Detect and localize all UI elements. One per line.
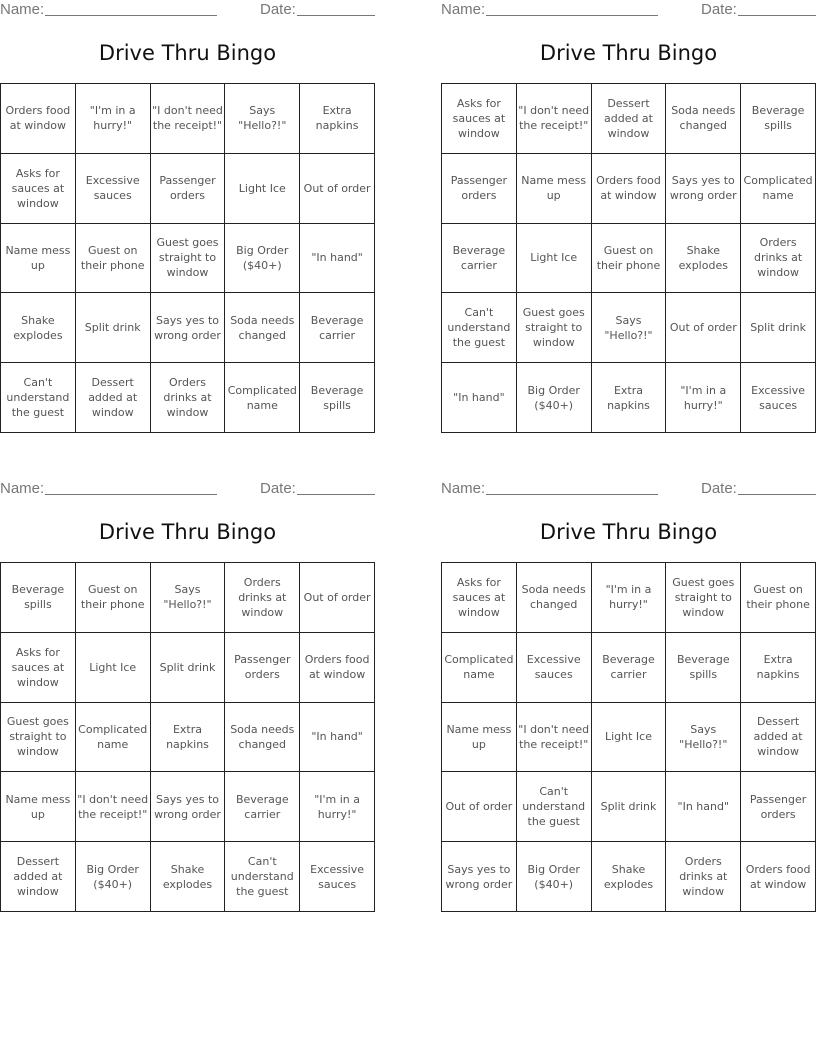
bingo-cell: "In hand"	[300, 703, 375, 773]
bingo-cell: Out of order	[300, 154, 375, 224]
bingo-cell: Passenger orders	[741, 772, 816, 842]
bingo-cell: Split drink	[151, 633, 226, 703]
bingo-cell: "I don't need the receipt!"	[517, 703, 592, 773]
bingo-grid	[441, 83, 816, 433]
bingo-cell: Excessive sauces	[300, 842, 375, 912]
name-date-header	[441, 1, 816, 21]
bingo-cell: Asks for sauces at window	[442, 84, 517, 154]
bingo-cell: Shake explodes	[151, 842, 226, 912]
date-field-line[interactable]	[738, 15, 816, 16]
bingo-cell: "I don't need the receipt!"	[151, 84, 226, 154]
name-label: Name:	[441, 1, 486, 18]
bingo-cell: Beverage spills	[300, 363, 375, 433]
date-label: Date:	[701, 1, 737, 18]
bingo-cell: Passenger orders	[442, 154, 517, 224]
bingo-cell: Guest goes straight to window	[151, 224, 226, 294]
bingo-cell: Out of order	[300, 563, 375, 633]
name-field-line[interactable]	[486, 15, 658, 16]
bingo-cell: Split drink	[592, 772, 667, 842]
name-date-header	[0, 480, 375, 500]
date-field-line[interactable]	[738, 494, 816, 495]
bingo-cell: Says "Hello?!"	[225, 84, 300, 154]
bingo-cell: Can't understand the guest	[1, 363, 76, 433]
bingo-cell: Orders drinks at window	[225, 563, 300, 633]
bingo-cell: Shake explodes	[666, 224, 741, 294]
bingo-card-1	[0, 0, 375, 440]
name-field-line[interactable]	[486, 494, 658, 495]
bingo-cell: Guest on their phone	[592, 224, 667, 294]
bingo-cell: Dessert added at window	[76, 363, 151, 433]
bingo-cell: Name mess up	[442, 703, 517, 773]
bingo-cell: Out of order	[666, 293, 741, 363]
bingo-cell: Name mess up	[1, 772, 76, 842]
bingo-grid	[0, 562, 375, 912]
bingo-cell: Name mess up	[517, 154, 592, 224]
bingo-cell: Soda needs changed	[225, 703, 300, 773]
name-label: Name:	[0, 480, 45, 497]
bingo-cell: Beverage carrier	[225, 772, 300, 842]
bingo-cell: Shake explodes	[1, 293, 76, 363]
bingo-cell: Guest goes straight to window	[517, 293, 592, 363]
bingo-cell: "I'm in a hurry!"	[300, 772, 375, 842]
bingo-cell: Extra napkins	[300, 84, 375, 154]
bingo-cell: Beverage spills	[741, 84, 816, 154]
bingo-cell: Complicated name	[741, 154, 816, 224]
bingo-grid	[441, 562, 816, 912]
bingo-cell: Excessive sauces	[517, 633, 592, 703]
card-title: Drive Thru Bingo	[539, 41, 718, 65]
bingo-cell: Beverage spills	[666, 633, 741, 703]
bingo-cell: Complicated name	[76, 703, 151, 773]
bingo-cell: Dessert added at window	[592, 84, 667, 154]
bingo-cell: Says yes to wrong order	[442, 842, 517, 912]
bingo-cell: Can't understand the guest	[225, 842, 300, 912]
bingo-cell: Orders drinks at window	[666, 842, 741, 912]
bingo-cell: Says yes to wrong order	[151, 772, 226, 842]
date-field-line[interactable]	[297, 15, 375, 16]
bingo-cell: Big Order ($40+)	[517, 842, 592, 912]
bingo-cell: Light Ice	[225, 154, 300, 224]
bingo-cell: "I'm in a hurry!"	[666, 363, 741, 433]
bingo-cell: Big Order ($40+)	[517, 363, 592, 433]
bingo-cell: Excessive sauces	[741, 363, 816, 433]
bingo-cell: Says yes to wrong order	[151, 293, 226, 363]
bingo-cell: "I'm in a hurry!"	[76, 84, 151, 154]
bingo-cell: Extra napkins	[151, 703, 226, 773]
bingo-cell: Complicated name	[442, 633, 517, 703]
name-date-header	[441, 480, 816, 500]
bingo-cell: Extra napkins	[592, 363, 667, 433]
date-label: Date:	[260, 480, 296, 497]
bingo-cell: Orders food at window	[592, 154, 667, 224]
bingo-cell: Light Ice	[592, 703, 667, 773]
bingo-cell: Beverage carrier	[592, 633, 667, 703]
bingo-cell: Orders food at window	[300, 633, 375, 703]
bingo-cell: Asks for sauces at window	[1, 154, 76, 224]
bingo-cell: Beverage carrier	[300, 293, 375, 363]
card-title: Drive Thru Bingo	[98, 41, 277, 65]
card-title: Drive Thru Bingo	[98, 520, 277, 544]
name-date-header	[0, 1, 375, 21]
bingo-cell: Says "Hello?!"	[592, 293, 667, 363]
bingo-cell: Orders drinks at window	[151, 363, 226, 433]
bingo-cell: Complicated name	[225, 363, 300, 433]
date-label: Date:	[701, 480, 737, 497]
bingo-cell: Guest goes straight to window	[1, 703, 76, 773]
bingo-card-4	[441, 479, 816, 919]
name-label: Name:	[0, 1, 45, 18]
bingo-cell: Beverage spills	[1, 563, 76, 633]
bingo-cell: Beverage carrier	[442, 224, 517, 294]
bingo-cell: "I'm in a hurry!"	[592, 563, 667, 633]
bingo-cell: Can't understand the guest	[517, 772, 592, 842]
bingo-cell: Orders food at window	[1, 84, 76, 154]
bingo-cell: Split drink	[741, 293, 816, 363]
bingo-cell: Name mess up	[1, 224, 76, 294]
bingo-cell: Can't understand the guest	[442, 293, 517, 363]
card-title: Drive Thru Bingo	[539, 520, 718, 544]
date-label: Date:	[260, 1, 296, 18]
bingo-cell: Asks for sauces at window	[442, 563, 517, 633]
bingo-cell: Says "Hello?!"	[666, 703, 741, 773]
bingo-cell: "In hand"	[442, 363, 517, 433]
bingo-cell: Passenger orders	[225, 633, 300, 703]
bingo-cell: "In hand"	[300, 224, 375, 294]
bingo-cell: Dessert added at window	[1, 842, 76, 912]
bingo-cell: Guest on their phone	[76, 563, 151, 633]
bingo-cell: Guest on their phone	[76, 224, 151, 294]
bingo-cell: Shake explodes	[592, 842, 667, 912]
bingo-cell: Split drink	[76, 293, 151, 363]
name-field-line[interactable]	[45, 15, 217, 16]
bingo-cell: Big Order ($40+)	[225, 224, 300, 294]
bingo-cell: Asks for sauces at window	[1, 633, 76, 703]
name-label: Name:	[441, 480, 486, 497]
bingo-cell: Light Ice	[517, 224, 592, 294]
bingo-cell: Passenger orders	[151, 154, 226, 224]
bingo-grid	[0, 83, 375, 433]
bingo-cell: Soda needs changed	[517, 563, 592, 633]
bingo-cell: Guest on their phone	[741, 563, 816, 633]
bingo-cell: Guest goes straight to window	[666, 563, 741, 633]
bingo-cell: Dessert added at window	[741, 703, 816, 773]
bingo-card-3	[0, 479, 375, 919]
bingo-cell: Says "Hello?!"	[151, 563, 226, 633]
bingo-cell: "I don't need the receipt!"	[76, 772, 151, 842]
bingo-cell: Orders food at window	[741, 842, 816, 912]
bingo-cell: Extra napkins	[741, 633, 816, 703]
bingo-cell: Orders drinks at window	[741, 224, 816, 294]
bingo-cell: Light Ice	[76, 633, 151, 703]
bingo-cell: "In hand"	[666, 772, 741, 842]
bingo-card-2	[441, 0, 816, 440]
bingo-cell: "I don't need the receipt!"	[517, 84, 592, 154]
bingo-cell: Says yes to wrong order	[666, 154, 741, 224]
bingo-cell: Soda needs changed	[225, 293, 300, 363]
name-field-line[interactable]	[45, 494, 217, 495]
date-field-line[interactable]	[297, 494, 375, 495]
bingo-cell: Soda needs changed	[666, 84, 741, 154]
bingo-cell: Big Order ($40+)	[76, 842, 151, 912]
bingo-cell: Excessive sauces	[76, 154, 151, 224]
bingo-cell: Out of order	[442, 772, 517, 842]
